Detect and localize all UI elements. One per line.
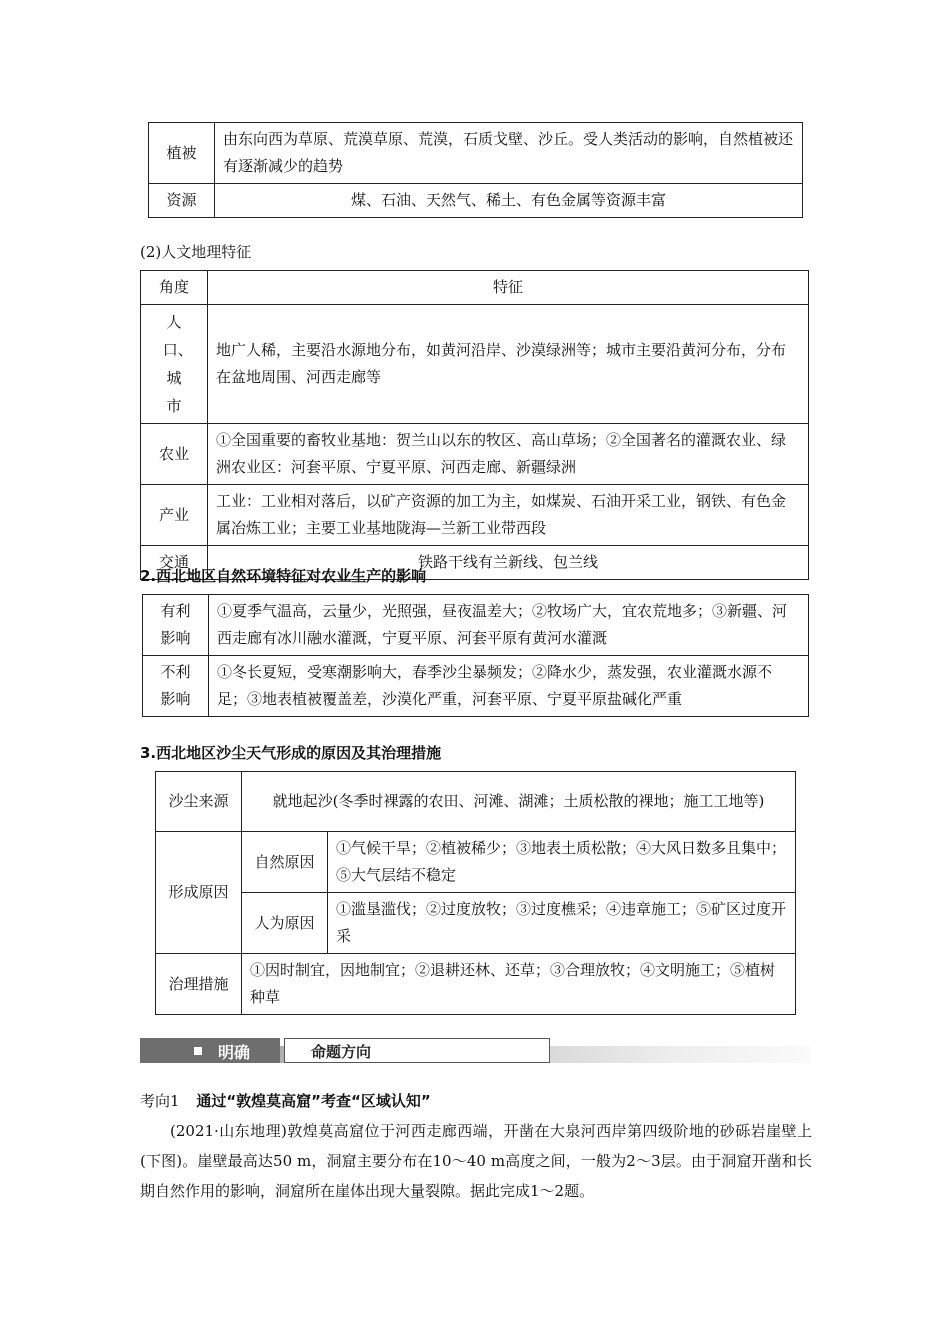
banner-light-tab [284, 1038, 550, 1063]
banner-dark-tab [140, 1038, 280, 1063]
table-row [156, 893, 796, 954]
row-label-population [141, 305, 208, 424]
row-label: 农业 [141, 424, 208, 485]
table-natural-features [148, 122, 803, 218]
section-title-dust: 3.西北地区沙尘天气形成的原因及其治理措施 [140, 744, 442, 762]
row-text: ①因时制宜，因地制宜；②退耕还林、还草；③合理放牧；④文明施工；⑤植树种草 [242, 954, 796, 1015]
table-row [143, 595, 809, 656]
row-text: ①夏季气温高，云量少，光照强，昼夜温差大；②牧场广大，宜农荒地多；③新疆、河西走廊有冰川融水灌溉，宁夏平原、河套平原有黄河水灌溉 [209, 595, 809, 656]
sub-label: 自然原因 [242, 832, 328, 893]
table-human-features [140, 270, 809, 580]
question-paragraph: (2021·山东地理)敦煌莫高窟位于河西走廊西端，开凿在大泉河西岸第四级阶地的砂砾岩崖壁上(下图)。崖壁最高达50 m，洞窟主要分布在10～40 m高度之间，一般为2～3层。由于洞窟开凿和长期自然作用的影响，洞窟所在崖体出现大量裂隙。据此完成1～2题。 [140, 1122, 812, 1200]
row-label: 沙尘来源 [156, 772, 242, 832]
kaoxiang-title: 通过“敦煌莫高窟”考查“区域认知” [196, 1092, 431, 1110]
square-bullet-icon [194, 1047, 202, 1055]
table-row [149, 184, 803, 218]
row-text: 就地起沙(冬季时裸露的农田、河滩、湖滩；土质松散的裸地；施工工地等) [242, 772, 796, 832]
row-label [143, 656, 209, 717]
row-text: 煤、石油、天然气、稀土、有色金属等资源丰富 [215, 184, 803, 218]
table-dust-causes [155, 771, 796, 1015]
row-text: ①气候干旱；②植被稀少；③地表土质松散；④大风日数多且集中；⑤大气层结不稳定 [328, 832, 796, 893]
row-label-industry: 产业 [141, 485, 208, 546]
row-label: 治理措施 [156, 954, 242, 1015]
table-agriculture-impact [142, 594, 809, 717]
header-angle: 角度 [141, 271, 208, 305]
table-row [156, 772, 796, 832]
section-banner [140, 1038, 810, 1063]
section-title-human: (2)人文地理特征 [140, 243, 252, 261]
table-row [143, 656, 809, 717]
table-row [156, 832, 796, 893]
row-label: 资源 [149, 184, 215, 218]
section-title-agriculture: 2.西北地区自然环境特征对农业生产的影响 [140, 567, 427, 585]
row-text: 地广人稀，主要沿水源地分布，如黄河沿岸、沙漠绿洲等；城市主要沿黄河分布，分布在盆地周围、河西走廊等 [208, 305, 809, 424]
row-label: 交通 [141, 546, 208, 580]
row-label-text: 不利影响 [160, 663, 191, 708]
kaoxiang-heading [140, 1090, 431, 1111]
row-label: 人口、城市 [162, 313, 193, 415]
row-text: ①全国重要的畜牧业基地：贺兰山以东的牧区、高山草场；②全国著名的灌溉农业、绿洲农业区：河套平原、宁夏平原、河西走廊、新疆绿洲 [208, 424, 809, 485]
row-text: ①滥垦滥伐；②过度放牧；③过度樵采；④违章施工；⑤矿区过度开采 [328, 893, 796, 954]
table-row [141, 485, 809, 546]
row-label: 植被 [149, 123, 215, 184]
row-label [143, 595, 209, 656]
table-row [156, 954, 796, 1015]
table-row [149, 123, 803, 184]
row-text: 由东向西为草原、荒漠草原、荒漠，石质戈壁、沙丘。受人类活动的影响，自然植被还有逐渐减少的趋势 [215, 123, 803, 184]
row-label-text: 有利影响 [160, 602, 191, 647]
kaoxiang-prefix: 考向1 [140, 1092, 180, 1110]
banner-light-label: 命题方向 [311, 1043, 372, 1061]
row-text: 铁路干线有兰新线、包兰线 [208, 546, 809, 580]
row-text: ①冬长夏短，受寒潮影响大，春季沙尘暴频发；②降水少，蒸发强，农业灌溉水源不足；③地表植被覆盖差，沙漠化严重，河套平原、宁夏平原盐碱化严重 [209, 656, 809, 717]
sub-label: 人为原因 [242, 893, 328, 954]
table-header-row [141, 271, 809, 305]
banner-dark-label: 明确 [218, 1043, 251, 1062]
row-label: 形成原因 [156, 832, 242, 954]
header-feature: 特征 [208, 271, 809, 305]
table-row [141, 424, 809, 485]
table-row [141, 305, 809, 424]
row-text: 工业：工业相对落后，以矿产资源的加工为主，如煤炭、石油开采工业，钢铁、有色金属冶炼工业；主要工业基地陇海—兰新工业带西段 [208, 485, 809, 546]
